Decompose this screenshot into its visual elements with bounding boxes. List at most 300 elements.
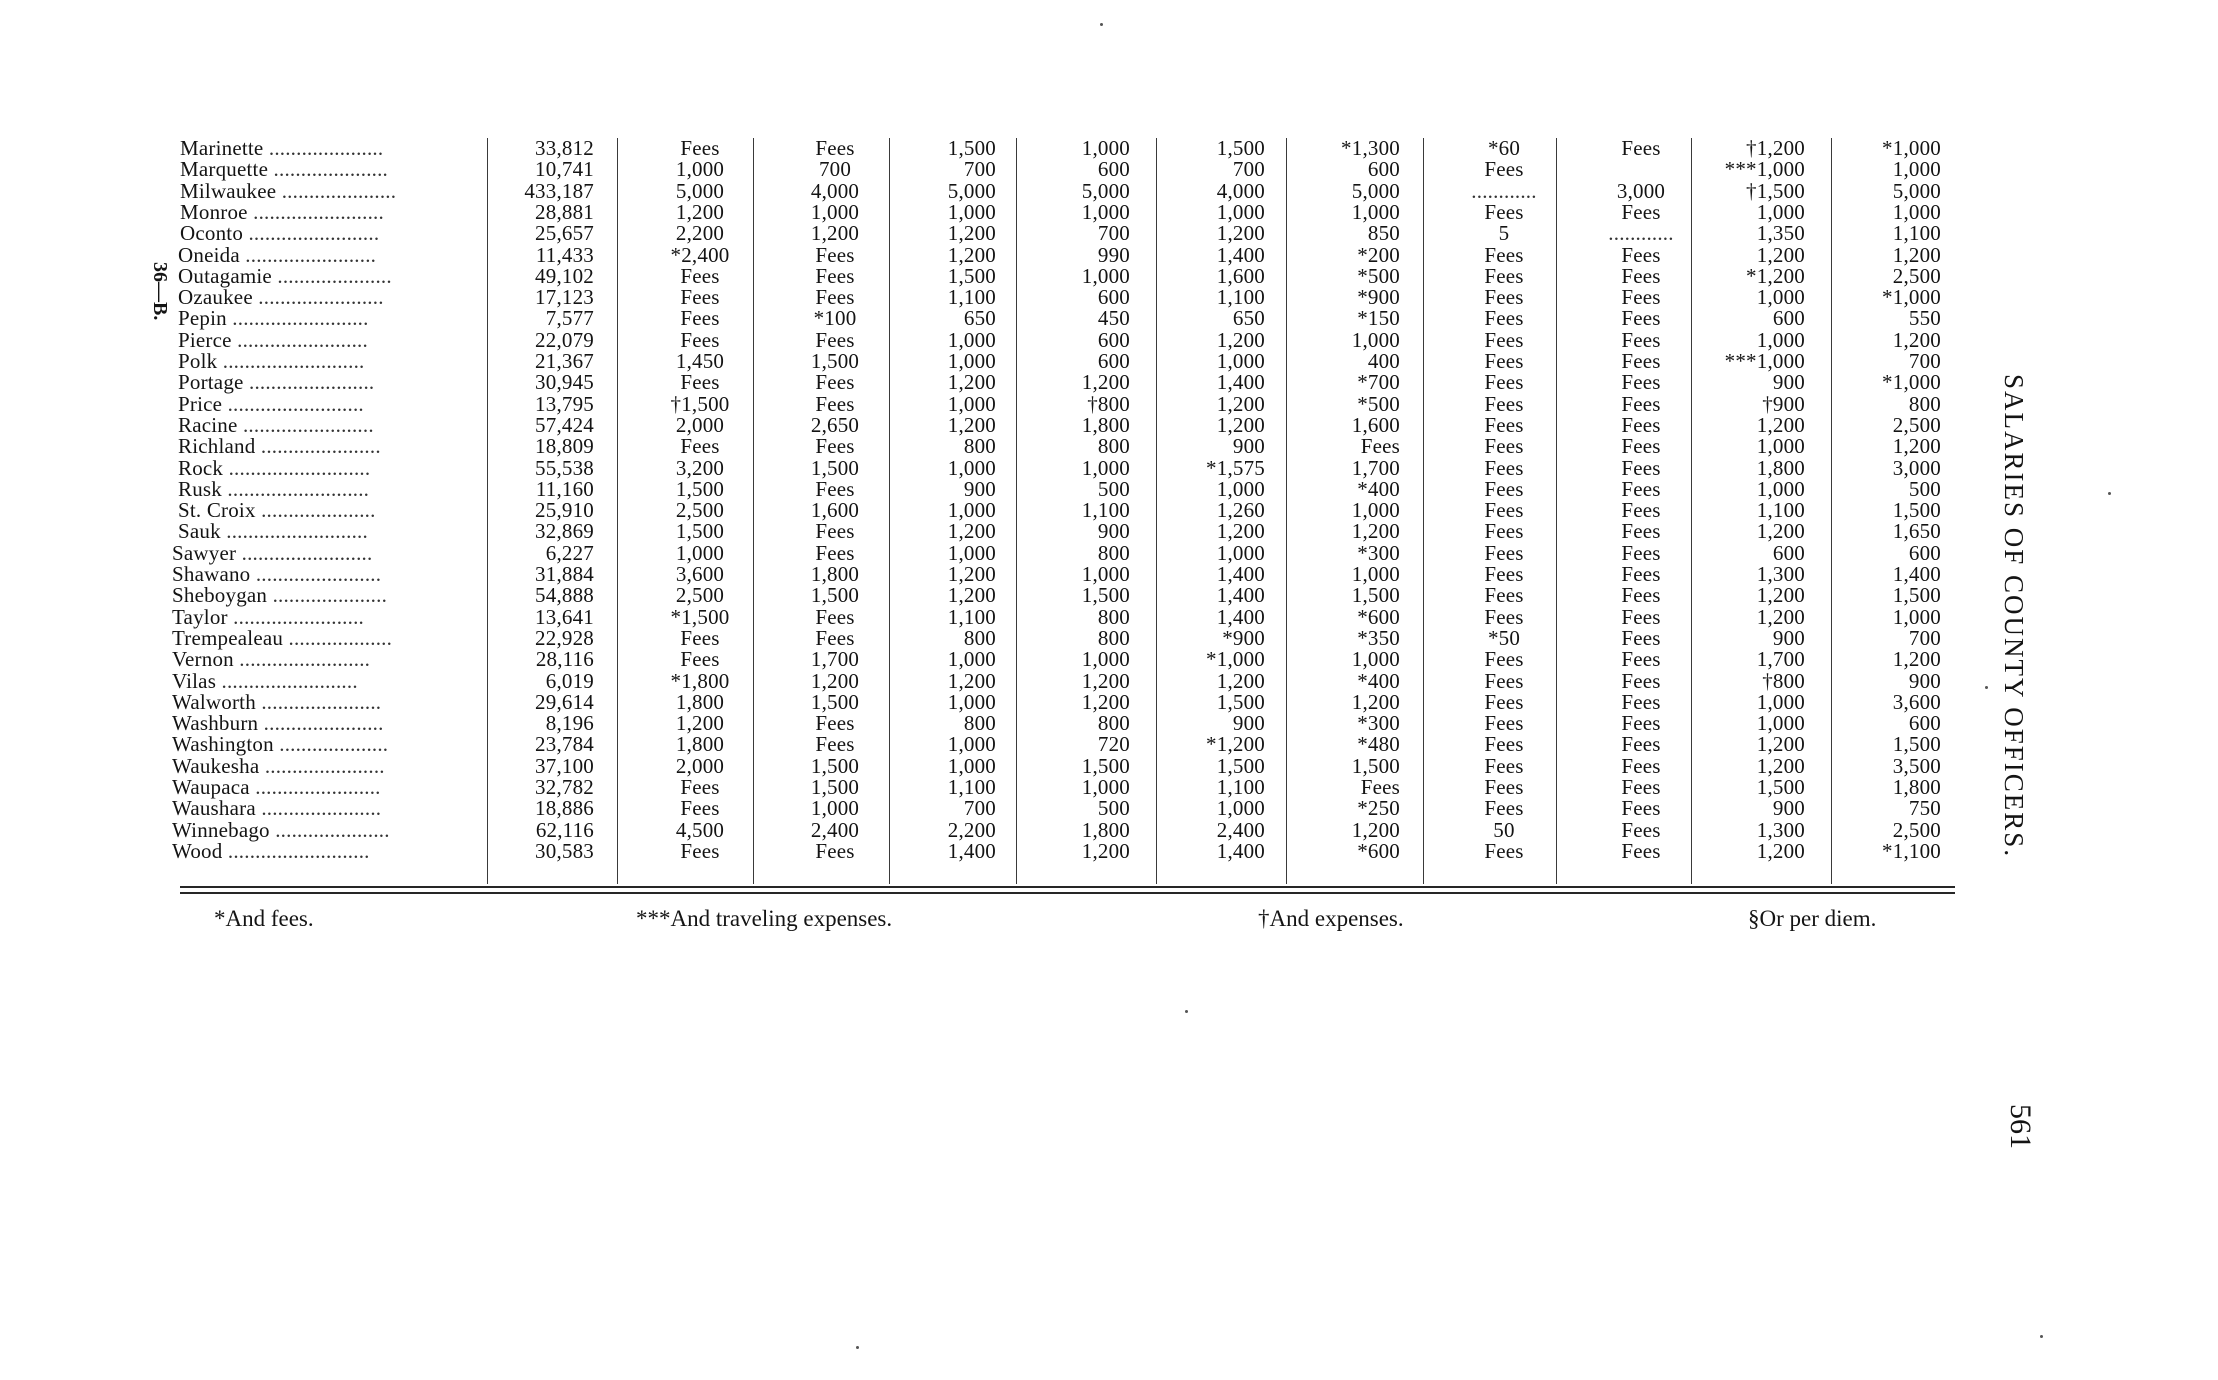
leader-dots: ........................: [227, 604, 364, 629]
salary-cell: *700: [1357, 370, 1400, 395]
footnote-and-fees: *And fees.: [214, 906, 314, 931]
salary-cell: 600: [1097, 349, 1130, 373]
salary-cell: †1,500: [1746, 178, 1805, 203]
salary-cell: 1,000: [1756, 689, 1805, 714]
salary-cell: *1,200: [1746, 263, 1805, 288]
salary-cell: Fees: [1621, 540, 1661, 565]
leader-dots: ..........................: [221, 476, 370, 501]
county-name: [178, 412, 374, 437]
salary-cell: 800: [1097, 625, 1130, 650]
salary-cell: Fees: [1621, 689, 1661, 714]
county-label: St. Croix: [178, 498, 256, 523]
salary-cell: Fees: [1484, 285, 1524, 310]
salary-cell: 2,500: [675, 583, 725, 608]
column-rule: [1156, 138, 1157, 884]
salary-cell: Fees: [815, 604, 855, 629]
salary-cell: 800: [1097, 604, 1130, 629]
salary-cell: 4,000: [810, 178, 860, 203]
county-name: [172, 668, 358, 693]
footnote-per-diem: §Or per diem.: [1748, 906, 1877, 931]
county-label: Vernon: [172, 647, 234, 672]
salary-cell: 1,000: [1892, 157, 1941, 182]
salary-cell: Fees: [815, 434, 855, 459]
leader-dots: .....................: [268, 157, 389, 182]
salary-cell: 1,300: [1756, 562, 1805, 586]
salary-cell: Fees: [1484, 370, 1524, 395]
population-cell: 23,784: [535, 732, 594, 757]
county-label: Washburn: [172, 711, 259, 736]
salary-cell: *350: [1357, 625, 1400, 650]
footnote-traveling-expenses: ***And traveling expenses.: [636, 906, 893, 931]
salary-cell: Fees: [1484, 732, 1524, 757]
salary-cell: Fees: [1484, 476, 1524, 501]
leader-dots: ...................: [283, 625, 393, 650]
county-label: Pierce: [178, 327, 232, 352]
county-label: Ozaukee: [178, 285, 253, 310]
population-cell: 6,019: [545, 668, 594, 693]
salary-cell: 700: [963, 157, 996, 182]
county-label: Price: [178, 391, 223, 416]
salary-cell: 1,000: [810, 796, 860, 821]
salary-cell: †800: [1087, 391, 1130, 416]
salary-cell: 1,500: [1351, 583, 1400, 608]
salary-cell: 1,400: [1216, 838, 1265, 863]
population-cell: 22,079: [535, 327, 594, 352]
salary-cell: Fees: [1621, 817, 1661, 842]
salary-cell: 2,500: [675, 498, 725, 523]
county-name: [180, 178, 397, 203]
salary-cell: Fees: [1484, 242, 1524, 267]
salary-cell: 800: [1097, 711, 1130, 736]
salary-cell: Fees: [1621, 838, 1661, 863]
county-name: [178, 308, 369, 329]
salary-cell: 1,200: [1216, 668, 1265, 693]
salary-cell: *50: [1487, 625, 1521, 650]
population-cell: 33,812: [535, 136, 594, 160]
salary-cell: 800: [1908, 391, 1941, 416]
salary-cell: 1,260: [1216, 498, 1265, 523]
table-bottom-rule: [180, 886, 1955, 888]
column-rule: [617, 138, 618, 884]
salary-cell: 1,200: [947, 370, 996, 395]
salary-cell: 1,200: [1892, 434, 1941, 459]
salary-cell: 650: [963, 306, 996, 331]
salary-cell: 1,100: [1756, 498, 1805, 523]
salary-cell: 1,800: [1892, 775, 1941, 799]
salary-cell: Fees: [680, 775, 720, 799]
leader-dots: ......................: [255, 434, 381, 459]
salary-cell: Fees: [1360, 434, 1400, 459]
county-name: [180, 138, 383, 159]
county-label: Marinette: [180, 136, 264, 160]
salary-cell: 5,000: [1081, 178, 1130, 203]
salary-cell: 500: [1097, 476, 1130, 501]
salary-cell: 1,000: [1756, 199, 1805, 224]
county-label: Sheboygan: [172, 583, 268, 608]
leader-dots: .........................: [226, 306, 369, 331]
county-label: Trempealeau: [172, 625, 284, 650]
salary-cell: *400: [1357, 476, 1400, 501]
leader-dots: ....................: [273, 732, 389, 757]
leader-dots: .....................: [263, 136, 384, 160]
salary-cell: 1,000: [1892, 604, 1941, 629]
county-label: Waupaca: [172, 775, 250, 799]
county-name: [172, 604, 364, 629]
salary-cell: 1,100: [1892, 221, 1941, 246]
leader-dots: .....................: [276, 178, 397, 203]
county-label: Portage: [178, 370, 244, 395]
salary-cell: 1,450: [675, 349, 725, 373]
salary-cell: 1,000: [947, 199, 996, 224]
empty-cell-leader: ............: [1471, 178, 1537, 203]
county-name: [178, 521, 368, 542]
county-label: Marquette: [180, 157, 269, 182]
column-rule: [1016, 138, 1017, 884]
county-name: [172, 649, 370, 670]
salary-cell: 1,000: [947, 753, 996, 778]
salary-cell: Fees: [815, 242, 855, 267]
salary-cell: 3,600: [675, 562, 725, 586]
county-name: [172, 540, 373, 565]
county-name: [178, 351, 364, 372]
salary-cell: 850: [1367, 221, 1400, 246]
leader-dots: .........................: [216, 668, 358, 693]
salary-cell: 2,500: [1892, 263, 1941, 288]
county-label: Wood: [172, 838, 223, 863]
county-label: Outagamie: [178, 263, 272, 288]
salary-cell: 1,200: [1081, 689, 1130, 714]
county-name: [178, 372, 374, 393]
salary-cell: 1,200: [1756, 753, 1805, 778]
salary-cell: Fees: [1484, 391, 1524, 416]
salary-cell: 1,500: [810, 349, 860, 373]
salary-cell: *100: [813, 306, 857, 331]
salary-cell: 5,000: [947, 178, 996, 203]
population-cell: 37,100: [535, 753, 594, 778]
county-name: [178, 455, 371, 480]
salary-cell: 1,200: [947, 221, 996, 246]
salary-cell: 1,000: [947, 391, 996, 416]
salary-cell: Fees: [680, 306, 720, 331]
salary-cell: 1,400: [1216, 370, 1265, 395]
salary-cell: 1,000: [1351, 562, 1400, 586]
column-rule: [487, 138, 488, 884]
salary-cell: *200: [1357, 242, 1400, 267]
salary-cell: 650: [1232, 306, 1265, 331]
population-cell: 57,424: [535, 412, 594, 437]
salary-cell: 700: [1097, 221, 1130, 246]
salary-cell: *1,000: [1882, 285, 1941, 310]
column-rule: [1423, 138, 1424, 884]
salary-cell: 800: [963, 711, 996, 736]
salary-cell: *60: [1487, 136, 1521, 160]
salary-cell: 1,000: [1081, 562, 1130, 586]
leader-dots: ..........................: [222, 838, 370, 863]
salary-cell: 1,600: [810, 498, 860, 523]
salary-cell: 1,400: [1216, 242, 1265, 267]
column-rule: [753, 138, 754, 884]
county-name: [178, 242, 377, 267]
salary-cell: 1,500: [810, 583, 860, 608]
salary-cell: Fees: [1621, 625, 1661, 650]
salary-cell: 700: [963, 796, 996, 821]
salary-cell: †800: [1762, 668, 1805, 693]
salary-cell: 1,200: [1892, 327, 1941, 352]
salary-cell: 1,000: [947, 647, 996, 672]
salary-cell: 1,700: [1351, 455, 1400, 480]
salary-cell: Fees: [1484, 349, 1524, 373]
salary-cell: 2,000: [675, 412, 725, 437]
salary-cell: 1,200: [1756, 242, 1805, 267]
salary-cell: Fees: [815, 136, 855, 160]
salary-cell: 1,650: [1892, 519, 1941, 544]
salary-cell: 1,000: [947, 498, 996, 523]
salary-cell: Fees: [1621, 263, 1661, 288]
salary-cell: 2,500: [1892, 412, 1941, 437]
county-name: [178, 263, 392, 288]
population-cell: 25,657: [535, 221, 594, 246]
salary-cell: 500: [1908, 476, 1941, 501]
population-cell: 7,577: [545, 306, 594, 331]
salary-cell: Fees: [680, 796, 720, 821]
salary-cell: *250: [1357, 796, 1400, 821]
salary-cell: Fees: [1621, 199, 1661, 224]
salary-cell: *1,300: [1341, 136, 1400, 160]
salary-cell: 600: [1097, 327, 1130, 352]
salary-cell: 1,200: [947, 412, 996, 437]
salary-cell: 1,100: [1216, 775, 1265, 799]
county-label: Polk: [178, 349, 218, 373]
salary-cell: 1,000: [675, 540, 725, 565]
salary-cell: Fees: [1621, 476, 1661, 501]
leader-dots: ........................: [233, 647, 371, 672]
salary-cell: Fees: [1484, 263, 1524, 288]
salary-cell: Fees: [1621, 391, 1661, 416]
salary-cell: 1,700: [1756, 647, 1805, 672]
salary-cell: 1,200: [1756, 412, 1805, 437]
salary-cell: 1,400: [947, 838, 996, 863]
county-label: Sawyer: [172, 540, 237, 565]
leader-dots: .....................: [255, 498, 376, 523]
salary-cell: *1,575: [1206, 455, 1265, 480]
leader-dots: ........................: [231, 327, 368, 352]
salary-cell: *1,200: [1206, 732, 1265, 757]
county-name: [172, 798, 381, 819]
county-name: [180, 223, 379, 244]
population-cell: 6,227: [545, 540, 594, 565]
salary-cell: 600: [1367, 157, 1400, 182]
salary-cell: 900: [1772, 625, 1805, 650]
salary-cell: 1,000: [1756, 476, 1805, 501]
salary-cell: Fees: [815, 391, 855, 416]
county-name: [178, 391, 364, 416]
salary-cell: *1,800: [670, 668, 730, 693]
population-cell: 32,869: [535, 519, 594, 544]
salary-cell: 1,500: [1216, 136, 1265, 160]
population-cell: 29,614: [535, 689, 594, 714]
salary-cell: 900: [1097, 519, 1130, 544]
column-rule: [889, 138, 890, 884]
salary-cell: 1,200: [675, 199, 725, 224]
salary-cell: 2,650: [810, 412, 860, 437]
print-speck: [1100, 23, 1103, 26]
salary-cell: 2,400: [1216, 817, 1265, 842]
salary-cell: Fees: [815, 711, 855, 736]
county-label: Racine: [178, 412, 238, 437]
salary-cell: Fees: [1484, 775, 1524, 799]
salary-cell: †1,200: [1746, 136, 1805, 160]
salary-cell: 700: [1908, 349, 1941, 373]
salary-cell: 5,000: [1892, 178, 1941, 203]
salary-cell: 1,000: [947, 349, 996, 373]
salary-cell: 550: [1908, 306, 1941, 331]
salary-cell: Fees: [1484, 412, 1524, 437]
table-bottom-rule-double: [180, 892, 1955, 894]
salary-cell: 1,400: [1216, 604, 1265, 629]
salary-cell: 1,500: [1892, 583, 1941, 608]
salary-cell: Fees: [680, 434, 720, 459]
salary-cell: 500: [1097, 796, 1130, 821]
salary-cell: *2,400: [670, 242, 730, 267]
population-cell: 21,367: [535, 349, 594, 373]
salary-cell: Fees: [815, 476, 855, 501]
salary-cell: 1,200: [1892, 647, 1941, 672]
print-speck: [1985, 686, 1988, 689]
salary-cell: 1,200: [1351, 689, 1400, 714]
county-label: Taylor: [172, 604, 228, 629]
salary-cell: 1,100: [947, 285, 996, 310]
salary-cell: *480: [1357, 732, 1400, 757]
county-label: Vilas: [172, 668, 217, 693]
leader-dots: .....................: [269, 817, 390, 842]
salary-cell: 2,500: [1892, 817, 1941, 842]
population-cell: 28,881: [535, 199, 594, 224]
leader-dots: .........................: [222, 391, 364, 416]
salary-cell: Fees: [815, 732, 855, 757]
salary-cell: 600: [1097, 157, 1130, 182]
salary-cell: 900: [1908, 668, 1941, 693]
salary-cell: Fees: [815, 327, 855, 352]
population-cell: 18,886: [535, 796, 594, 821]
salary-cell: Fees: [1484, 689, 1524, 714]
county-name: [172, 689, 382, 714]
leader-dots: .......................: [249, 775, 381, 799]
county-label: Oneida: [178, 242, 240, 267]
county-label: Waushara: [172, 796, 256, 821]
salary-cell: 1,800: [1081, 817, 1130, 842]
salary-cell: Fees: [680, 625, 720, 650]
county-name: [172, 734, 388, 755]
salary-cell: Fees: [680, 327, 720, 352]
salary-cell: 1,200: [947, 519, 996, 544]
salary-cell: 1,400: [1216, 562, 1265, 586]
salary-cell: Fees: [1484, 157, 1524, 182]
salary-cell: *1,000: [1882, 136, 1941, 160]
salary-cell: 1,200: [947, 583, 996, 608]
leader-dots: ......................: [258, 711, 384, 736]
empty-cell-leader: ............: [1608, 221, 1674, 246]
leader-dots: .....................: [267, 583, 388, 608]
population-cell: 30,583: [535, 838, 594, 863]
salary-cell: Fees: [1360, 775, 1400, 799]
county-label: Shawano: [172, 562, 251, 586]
salary-cell: 720: [1097, 732, 1130, 757]
salary-cell: Fees: [1621, 412, 1661, 437]
salary-cell: Fees: [1621, 434, 1661, 459]
salary-cell: Fees: [1621, 583, 1661, 608]
salary-cell: Fees: [1484, 327, 1524, 352]
population-cell: 11,160: [535, 476, 594, 501]
salary-cell: 5,000: [675, 178, 725, 203]
population-cell: 31,884: [535, 562, 594, 586]
salary-cell: 2,400: [810, 817, 860, 842]
salary-cell: 3,600: [1892, 689, 1941, 714]
salary-cell: 700: [818, 157, 852, 182]
salary-cell: *1,100: [1882, 838, 1941, 863]
salary-cell: 1,500: [947, 136, 996, 160]
salary-cell: 3,200: [675, 455, 725, 480]
salary-cell: Fees: [1484, 668, 1524, 693]
salary-cell: 800: [1097, 434, 1130, 459]
salary-cell: Fees: [1621, 136, 1661, 160]
salary-cell: 1,000: [1216, 540, 1265, 565]
print-speck: [2108, 492, 2111, 495]
salary-cell: Fees: [1621, 242, 1661, 267]
salary-cell: Fees: [1621, 604, 1661, 629]
salary-cell: 1,000: [1081, 647, 1130, 672]
population-cell: 17,123: [535, 285, 594, 310]
leader-dots: ......................: [259, 753, 385, 778]
page-number: 561: [2004, 1104, 2037, 1149]
salary-cell: †900: [1762, 391, 1805, 416]
salary-cell: Fees: [1621, 711, 1661, 736]
salary-cell: 1,200: [1081, 370, 1130, 395]
leader-dots: .......................: [243, 370, 375, 395]
salary-cell: Fees: [1484, 711, 1524, 736]
salary-cell: Fees: [1621, 306, 1661, 331]
county-name: [180, 199, 384, 224]
salary-cell: Fees: [1621, 647, 1661, 672]
salary-cell: 1,000: [947, 540, 996, 565]
salary-cell: Fees: [815, 625, 855, 650]
salary-cell: 1,500: [810, 689, 860, 714]
salary-cell: ***1,000: [1724, 349, 1805, 373]
salary-cell: Fees: [815, 263, 855, 288]
salary-cell: 1,200: [675, 711, 725, 736]
salary-cell: 900: [1772, 796, 1805, 821]
salary-cell: 3,500: [1892, 753, 1941, 778]
salary-cell: 1,000: [1351, 647, 1400, 672]
salary-cell: 1,800: [1756, 455, 1805, 480]
salary-cell: 3,000: [1892, 455, 1941, 480]
salary-cell: 1,000: [1081, 775, 1130, 799]
salary-cell: *400: [1357, 668, 1400, 693]
population-cell: 30,945: [535, 370, 594, 395]
salary-cell: 1,500: [1081, 753, 1130, 778]
salary-cell: Fees: [680, 647, 720, 672]
salary-cell: 1,800: [675, 689, 725, 714]
salary-cell: *1,000: [1882, 370, 1941, 395]
salary-cell: 1,500: [1756, 775, 1805, 799]
salary-cell: Fees: [1484, 604, 1524, 629]
salary-cell: 1,100: [1081, 498, 1130, 523]
salary-cell: 1,200: [947, 242, 996, 267]
column-rule: [1831, 138, 1832, 884]
salary-cell: 1,000: [1216, 349, 1265, 373]
salary-cell: 1,500: [1081, 583, 1130, 608]
county-name: [178, 327, 368, 352]
salary-cell: Fees: [1621, 498, 1661, 523]
